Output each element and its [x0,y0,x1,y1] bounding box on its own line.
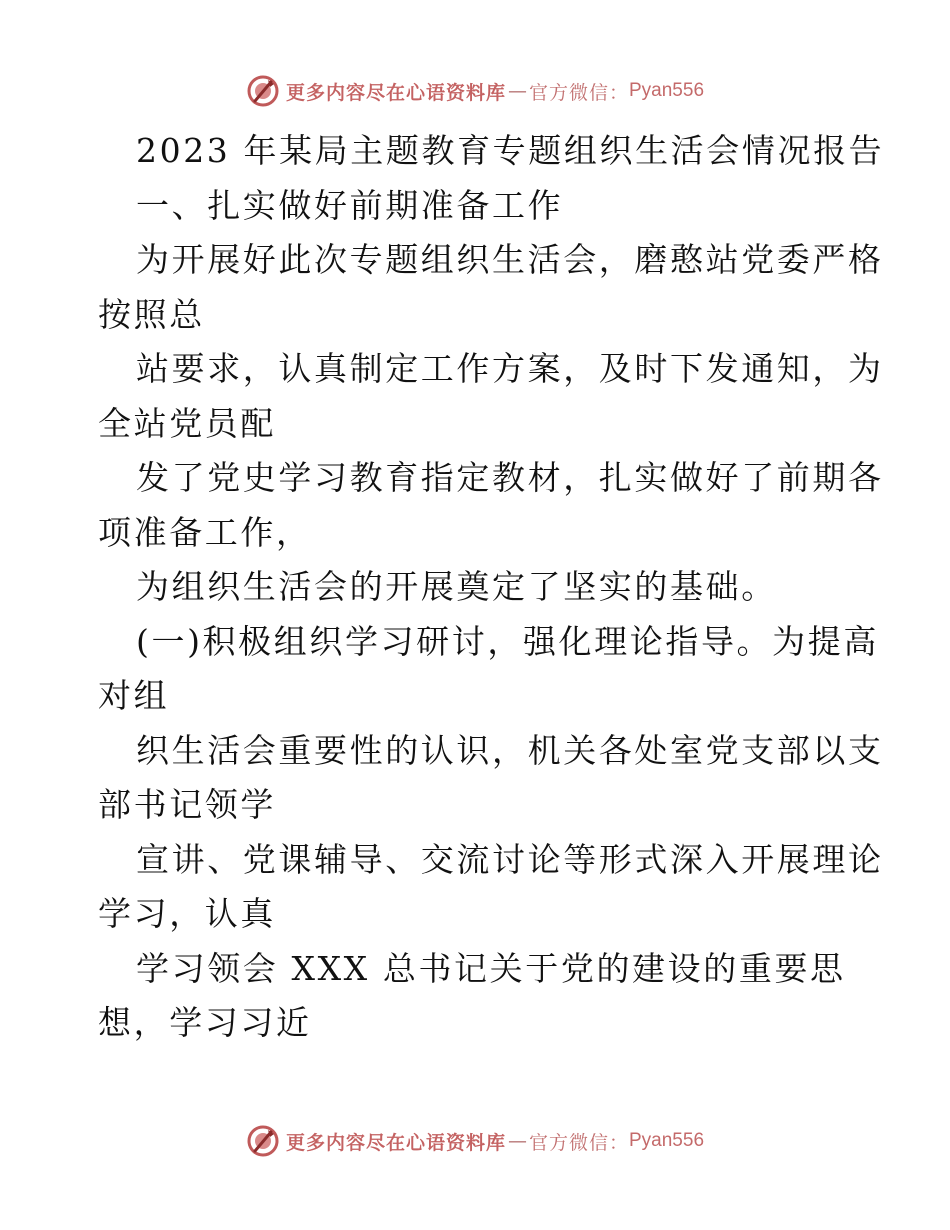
section-heading: 一、扎实做好前期准备工作 [136,185,564,225]
text-line: 学习领会 XXX 总书记关于党的建设的重要思 [136,948,846,988]
text-line: 想，学习习近 [98,1003,312,1042]
text-line: 织生活会重要性的认识，机关各处室党支部以支 [136,730,884,770]
watermark-dash: — [507,1130,527,1152]
watermark-logo-icon [246,1124,280,1158]
text-line: 宣讲、党课辅导、交流讨论等形式深入开展理论 [136,839,884,879]
watermark-dash: — [507,80,527,102]
text-line: 对组 [98,676,170,715]
watermark-wechat-id: Pyan556 [629,80,705,101]
text-line: 按照总 [98,294,205,334]
text-line: 项准备工作， [98,512,312,552]
header-watermark [0,71,950,111]
watermark-logo-icon [246,74,280,108]
watermark-wechat-id: Pyan556 [629,1130,705,1151]
text-line: 站要求，认真制定工作方案，及时下发通知，为 [136,349,884,388]
watermark-main-text: 更多内容尽在心语资料库 [285,81,506,104]
watermark-main-text: 更多内容尽在心语资料库 [285,1131,506,1154]
text-line: 全站党员配 [98,403,276,443]
footer-watermark [0,1121,950,1161]
document-body [98,124,885,1051]
text-line: 学习，认真 [98,894,276,933]
text-line: 发了党史学习教育指定教材，扎实做好了前期各 [136,458,884,497]
watermark-sub-text: 官方微信： [528,81,629,104]
document-title: 2023 年某局主题教育专题组织生活会情况报告 [136,131,885,170]
watermark-sub-text: 官方微信： [528,1131,629,1154]
text-line: 为组织生活会的开展奠定了坚实的基础。 [136,567,777,606]
text-line: 部书记领学 [98,785,276,824]
subsection-line: (一)积极组织学习研讨，强化理论指导。为提高 [136,621,879,661]
text-line: 为开展好此次专题组织生活会，磨憨站党委严格 [136,240,884,279]
